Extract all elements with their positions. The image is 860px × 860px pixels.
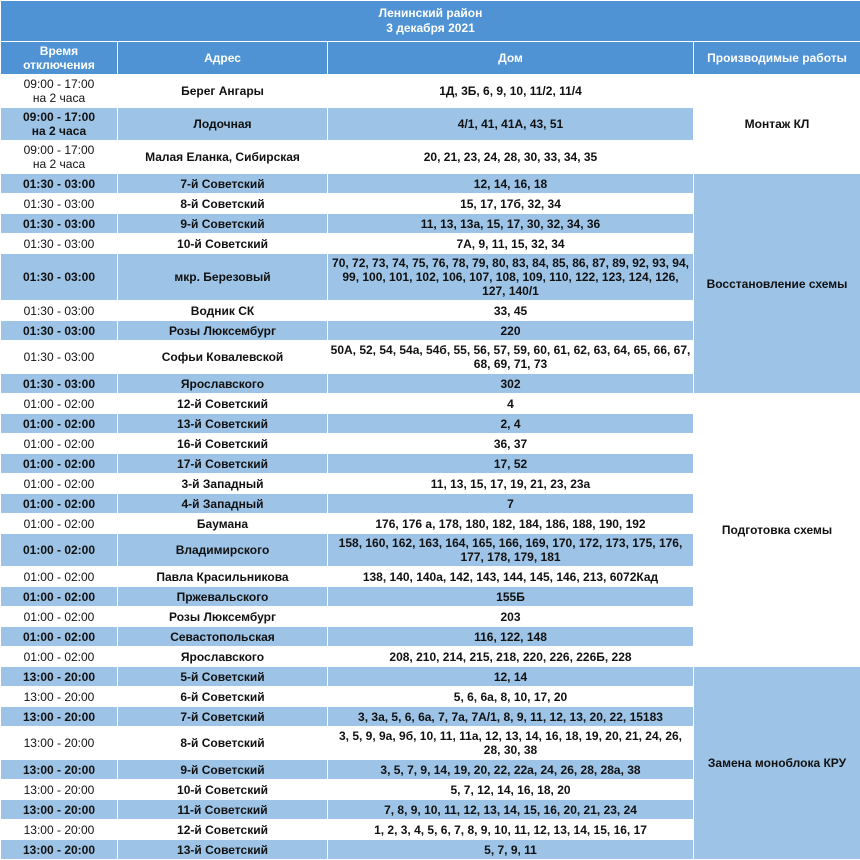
outage-time: 01:30 - 03:00: [1, 341, 118, 374]
outage-time: 13:00 - 20:00: [1, 727, 118, 760]
house-numbers: 2, 4: [328, 414, 694, 434]
address: 5-й Советский: [118, 667, 328, 687]
outage-time: 09:00 - 17:00 на 2 часа: [1, 75, 118, 108]
outage-time: 13:00 - 20:00: [1, 780, 118, 800]
house-numbers: 12, 14, 16, 18: [328, 174, 694, 194]
outage-time: 01:00 - 02:00: [1, 627, 118, 647]
address: 11-й Советский: [118, 800, 328, 820]
address: 9-й Советский: [118, 760, 328, 780]
house-numbers: 176, 176 а, 178, 180, 182, 184, 186, 188, 190, 192: [328, 514, 694, 534]
address: 4-й Западный: [118, 494, 328, 514]
house-numbers: 3, 5, 7, 9, 14, 19, 20, 22, 22а, 24, 26, 28, 28а, 38: [328, 760, 694, 780]
house-numbers: 3, 3а, 5, 6, 6а, 7, 7а, 7А/1, 8, 9, 11, 12, 13, 20, 22, 15183: [328, 707, 694, 727]
house-numbers: 50А, 52, 54, 54а, 54б, 55, 56, 57, 59, 60, 61, 62, 63, 64, 65, 66, 67, 68, 69, 71, 73: [328, 341, 694, 374]
house-numbers: 4/1, 41, 41А, 43, 51: [328, 108, 694, 141]
outage-time: 01:30 - 03:00: [1, 374, 118, 394]
house-numbers: 7, 8, 9, 10, 11, 12, 13, 14, 15, 16, 20, 21, 23, 24: [328, 800, 694, 820]
column-header-work: Производимые работы: [694, 42, 860, 75]
address: 6-й Советский: [118, 687, 328, 707]
house-numbers: 3, 5, 9, 9а, 9б, 10, 11, 11а, 12, 13, 14, 16, 18, 19, 20, 21, 24, 26, 28, 30, 38: [328, 727, 694, 760]
work-type: Подготовка схемы: [694, 394, 860, 667]
column-header-address: Адрес: [118, 42, 328, 75]
address: 17-й Советский: [118, 454, 328, 474]
address: 12-й Советский: [118, 820, 328, 840]
address: 13-й Советский: [118, 840, 328, 860]
house-numbers: 220: [328, 321, 694, 341]
outage-time: 13:00 - 20:00: [1, 760, 118, 780]
outage-time: 01:00 - 02:00: [1, 394, 118, 414]
address: 10-й Советский: [118, 234, 328, 254]
outage-time: 01:00 - 02:00: [1, 647, 118, 667]
house-numbers: 12, 14: [328, 667, 694, 687]
address: Софьи Ковалевской: [118, 341, 328, 374]
outage-time: 01:30 - 03:00: [1, 301, 118, 321]
house-numbers: 138, 140, 140а, 142, 143, 144, 145, 146, 213, 6072Кад: [328, 567, 694, 587]
address: Водник СК: [118, 301, 328, 321]
outage-time: 01:00 - 02:00: [1, 607, 118, 627]
house-numbers: 155Б: [328, 587, 694, 607]
table-body: [1, 75, 860, 860]
house-numbers: 70, 72, 73, 74, 75, 76, 78, 79, 80, 83, 84, 85, 86, 87, 89, 92, 93, 94, 99, 100, 101, 102, 106, 107, 108, 109, 110, 122, 123, 124, 126, 127, 140/1: [328, 254, 694, 301]
outage-time: 01:00 - 02:00: [1, 454, 118, 474]
outage-time: 01:00 - 02:00: [1, 567, 118, 587]
outage-time: 13:00 - 20:00: [1, 820, 118, 840]
column-header-time: Время отключения: [1, 42, 118, 75]
outage-time: 01:00 - 02:00: [1, 534, 118, 567]
outage-time: 13:00 - 20:00: [1, 840, 118, 860]
address: 7-й Советский: [118, 707, 328, 727]
work-type: Восстановление схемы: [694, 174, 860, 394]
address: Розы Люксембург: [118, 607, 328, 627]
house-numbers: 158, 160, 162, 163, 164, 165, 166, 169, 170, 172, 173, 175, 176, 177, 178, 179, 181: [328, 534, 694, 567]
house-numbers: 1, 2, 3, 4, 5, 6, 7, 8, 9, 10, 11, 12, 13, 14, 15, 16, 17: [328, 820, 694, 840]
outage-time: 13:00 - 20:00: [1, 707, 118, 727]
outage-time: 09:00 - 17:00 на 2 часа: [1, 108, 118, 141]
house-numbers: 1Д, 3Б, 6, 9, 10, 11/2, 11/4: [328, 75, 694, 108]
address: 9-й Советский: [118, 214, 328, 234]
address: 10-й Советский: [118, 780, 328, 800]
house-numbers: 20, 21, 23, 24, 28, 30, 33, 34, 35: [328, 141, 694, 174]
table-row: [1, 174, 860, 194]
address: 8-й Советский: [118, 727, 328, 760]
outage-time: 01:00 - 02:00: [1, 514, 118, 534]
house-numbers: 11, 13, 15, 17, 19, 21, 23, 23а: [328, 474, 694, 494]
address: Ярославского: [118, 647, 328, 667]
address: Павла Красильникова: [118, 567, 328, 587]
house-numbers: 302: [328, 374, 694, 394]
house-numbers: 33, 45: [328, 301, 694, 321]
outage-time: 13:00 - 20:00: [1, 687, 118, 707]
outage-time: 13:00 - 20:00: [1, 667, 118, 687]
outage-time: 01:00 - 02:00: [1, 434, 118, 454]
work-type: Монтаж КЛ: [694, 75, 860, 174]
address: Ярославского: [118, 374, 328, 394]
table-row: [1, 75, 860, 108]
address: 7-й Советский: [118, 174, 328, 194]
house-numbers: 17, 52: [328, 454, 694, 474]
table-row: [1, 667, 860, 687]
outage-time: 01:00 - 02:00: [1, 494, 118, 514]
address: 12-й Советский: [118, 394, 328, 414]
report-date: 3 декабря 2021: [386, 21, 475, 35]
house-numbers: 15, 17, 17б, 32, 34: [328, 194, 694, 214]
house-numbers: 5, 6, 6а, 8, 10, 17, 20: [328, 687, 694, 707]
outage-time: 01:00 - 02:00: [1, 587, 118, 607]
outage-time: 01:30 - 03:00: [1, 214, 118, 234]
address: Розы Люксембург: [118, 321, 328, 341]
address: 3-й Западный: [118, 474, 328, 494]
house-numbers: 203: [328, 607, 694, 627]
house-numbers: 116, 122, 148: [328, 627, 694, 647]
outage-time: 01:30 - 03:00: [1, 321, 118, 341]
address: Пржевальского: [118, 587, 328, 607]
outage-time: 09:00 - 17:00 на 2 часа: [1, 141, 118, 174]
house-numbers: 7: [328, 494, 694, 514]
house-numbers: 7А, 9, 11, 15, 32, 34: [328, 234, 694, 254]
address: 16-й Советский: [118, 434, 328, 454]
outage-time: 01:00 - 02:00: [1, 474, 118, 494]
address: Севастопольская: [118, 627, 328, 647]
address: Владимирского: [118, 534, 328, 567]
outage-time: 01:30 - 03:00: [1, 234, 118, 254]
address: 13-й Советский: [118, 414, 328, 434]
address: Малая Еланка, Сибирская: [118, 141, 328, 174]
outage-time: 01:30 - 03:00: [1, 194, 118, 214]
address: 8-й Советский: [118, 194, 328, 214]
house-numbers: 208, 210, 214, 215, 218, 220, 226, 226Б, 228: [328, 647, 694, 667]
address: мкр. Березовый: [118, 254, 328, 301]
outage-time: 01:00 - 02:00: [1, 414, 118, 434]
house-numbers: 11, 13, 13а, 15, 17, 30, 32, 34, 36: [328, 214, 694, 234]
house-numbers: 5, 7, 12, 14, 16, 18, 20: [328, 780, 694, 800]
address: Баумана: [118, 514, 328, 534]
house-numbers: 36, 37: [328, 434, 694, 454]
address: Берег Ангары: [118, 75, 328, 108]
house-numbers: 5, 7, 9, 11: [328, 840, 694, 860]
column-header-houses: Дом: [328, 42, 694, 75]
district-name: Ленинский район: [378, 6, 483, 20]
table-row: [1, 394, 860, 414]
outage-time: 01:30 - 03:00: [1, 254, 118, 301]
address: Лодочная: [118, 108, 328, 141]
outage-time: 13:00 - 20:00: [1, 800, 118, 820]
work-type: Замена моноблока КРУ: [694, 667, 860, 860]
house-numbers: 4: [328, 394, 694, 414]
table-title: [1, 1, 860, 42]
outage-time: 01:30 - 03:00: [1, 174, 118, 194]
